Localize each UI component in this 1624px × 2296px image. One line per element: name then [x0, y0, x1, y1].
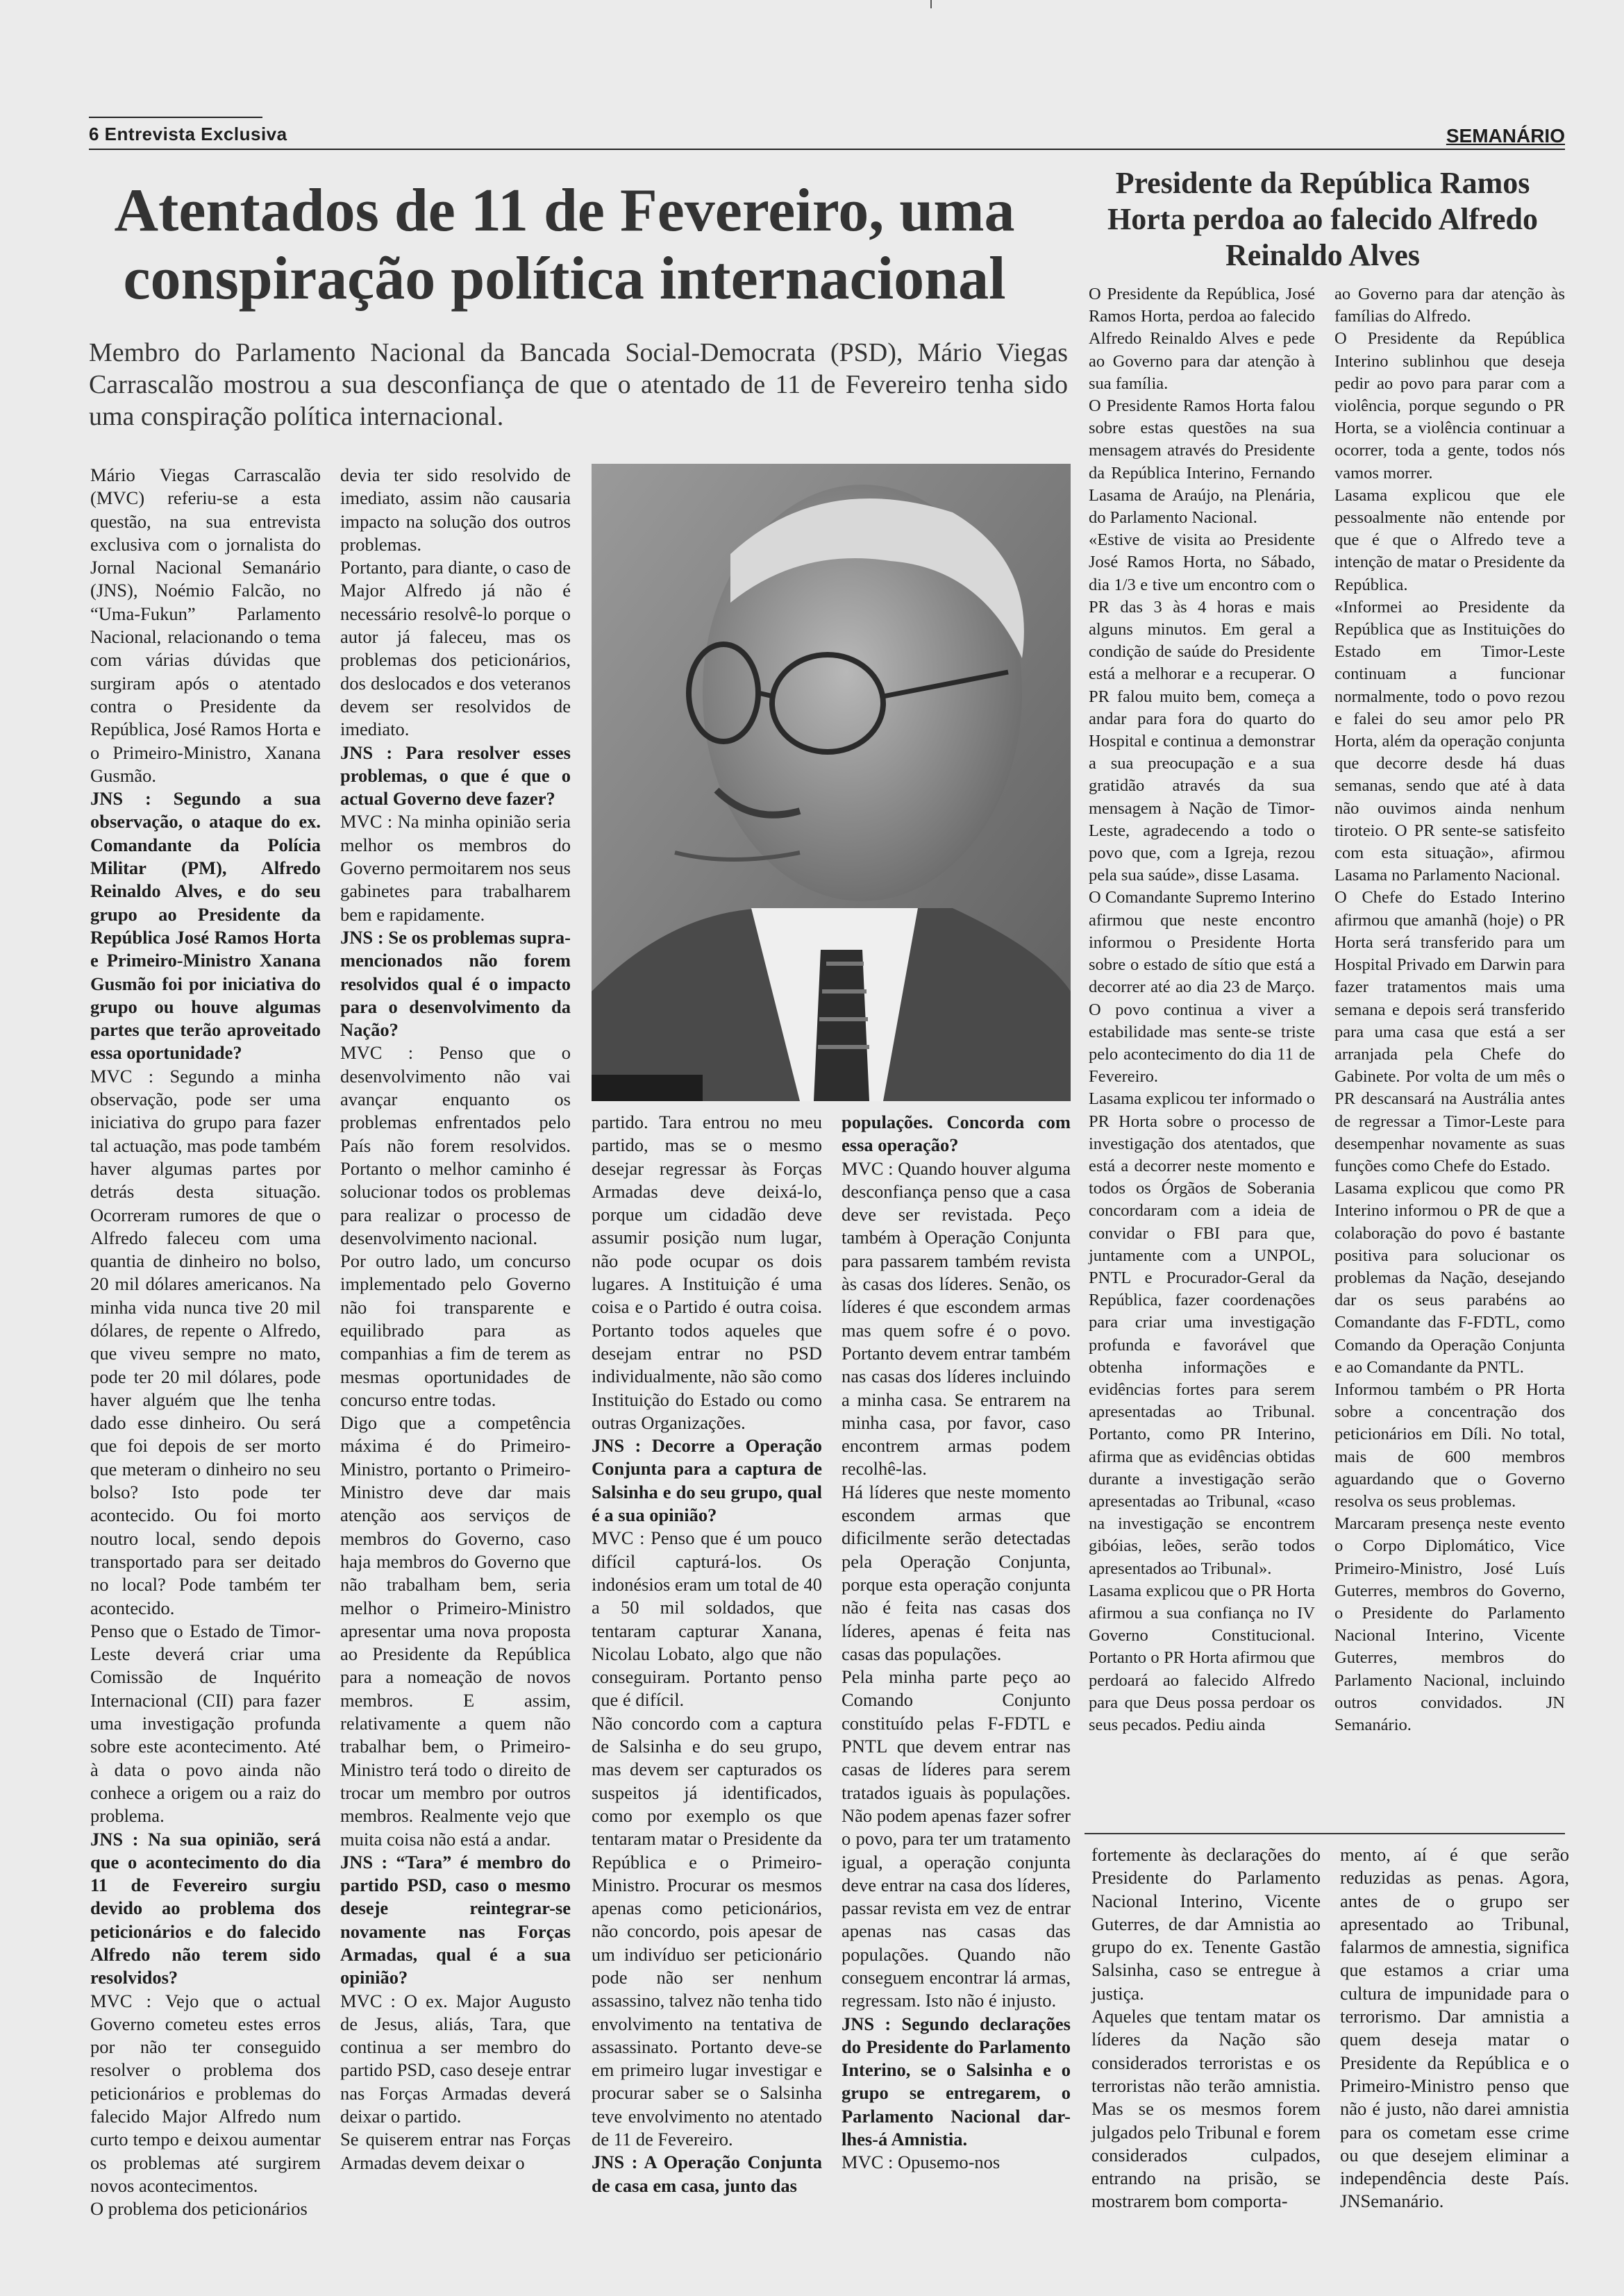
newspaper-name: SEMANÁRIO — [1446, 125, 1565, 146]
question-paragraph: populações. Concorda com essa operação? — [842, 1112, 1071, 1156]
text-paragraph: MVC : Vejo que o actual Governo cometeu estes erros por não ter conseguido resolver o problema dos peticionários e problemas do falecido Major Alfredo num curto tempo e deixou aumentar os problemas até surgirem novos acontecimentos. — [90, 1990, 321, 2196]
article-column-4 — [842, 1111, 1071, 2175]
lede: Membro do Parlamento Nacional da Bancada Social-Democrata (PSD), Mário Viegas Carrascalão mostrou a sua desconfiança de que o atentado de 11 de Fevereiro tenha sido uma conspiração política internacional. — [89, 338, 1068, 431]
text-paragraph: Aqueles que tentam matar os líderes da Nação são considerados terroristas e os terroristas não terão amnistia. Mas se os mesmos forem julgados pelo Tribunal e forem considerados culpados, entrando na prisão, se mostrarem bom comporta- — [1091, 2006, 1321, 2212]
text-paragraph: O Comandante Supremo Interino afirmou que neste encontro informou o Presidente Horta sobre o estado de sítio que está a decorrer até ao dia 23 de Março. O povo continua a viver a estabilidade mas sente-se triste pelo acontecimento do dia 11 de Fevereiro. — [1089, 888, 1315, 1087]
headline: Atentados de 11 de Fevereiro, uma conspiração política internacional — [114, 177, 1015, 312]
question-paragraph: JNS : Na sua opinião, será que o acontecimento do dia 11 de Fevereiro surgiu devido ao problema dos peticionários e do falecido Alfredo não terem sido resolvidos? — [90, 1828, 321, 1988]
text-paragraph: Lasama explicou ter informado o PR Horta sobre o processo de investigação dos atentados, que está a decorrer neste momento e todos os Órgãos de Soberania concordaram com a ideia de convidar o FBI para que, juntamente com a UNPOL, PNTL e Procurador-Geral da República, fazer coordenações para criar uma investigação profunda e favorável que obtenha informações e evidências fortes para serem apresentadas ao Tribunal. Portanto, como PR Interino, afirma que as evidências obtidas durante a investigação serão apresentadas ao Tribunal, «caso na investigação se encontrem gibóias, leões, serão todos apresentados ao Tribunal». — [1089, 1089, 1315, 1578]
text-paragraph: MVC : Penso que é um pouco difícil capturá-los. Os indonésios eram um total de 40 a 50 mil soldados, que tentaram capturar Xanana, Nicolau Lobato, algo que não conseguiram. Portanto penso que é difícil. — [592, 1527, 822, 1711]
text-paragraph: MVC : Opusemo-nos — [842, 2152, 1001, 2173]
text-paragraph: ao Governo para dar atenção às famílias do Alfredo. — [1334, 285, 1565, 326]
continuation-rule — [1085, 1833, 1565, 1834]
text-paragraph: MVC : O ex. Major Augusto de Jesus, aliás, Tara, que continua a ser membro do partido PSD, caso deseje entrar nas Forças Armadas deverá deixar o partido. — [340, 1990, 571, 2127]
interviewee-photo — [592, 464, 1071, 1101]
text-paragraph: Informou também o PR Horta sobre a concentração dos peticionários em Díli. No total, mais de 600 membros aguardando que o Governo resolva os seus problemas. — [1334, 1380, 1565, 1511]
text-paragraph: O Presidente Ramos Horta falou sobre estas questões na sua mensagem através do Presidente da República Interino, Fernando Lasama de Araújo, na Plenária, do Parlamento Nacional. — [1089, 396, 1315, 528]
text-paragraph: MVC : Penso que o desenvolvimento não vai avançar enquanto os problemas enfrentados pelo País não forem resolvidos. Portanto o melhor caminho é solucionar todos os problemas para realizar o processo de desenvolvimento nacional. — [340, 1042, 571, 1248]
text-paragraph: O Chefe do Estado Interino afirmou que amanhã (hoje) o PR Horta será transferido para um Hospital Privado em Darwin para fazer tratamentos mais uma semana e depois será transferido para uma casa que está a ser arranjada pela Chefe do Gabinete. Por volta de um mês o PR descansará na Austrália antes de regressar a Timor-Leste para desempenhar novamente as suas funções como Chefe do Estado. — [1334, 888, 1565, 1175]
question-paragraph: JNS : Para resolver esses problemas, o que é que o actual Governo deve fazer? — [340, 741, 571, 810]
text-paragraph: O problema dos peticionários — [90, 2198, 308, 2220]
question-paragraph: JNS : Decorre a Operação Conjunta para a captura de Salsinha e do seu grupo, qual é a sua opinião? — [592, 1435, 822, 1526]
question-paragraph: JNS : Segundo declarações do Presidente do Parlamento Interino, se o Salsinha e o grupo se entregarem, o Parlamento Nacional dar-lhes-á Amnistia. — [842, 2013, 1071, 2150]
text-paragraph: Penso que o Estado de Timor-Leste deverá criar uma Comissão de Inquérito Internacional (CII) para fazer uma investigação profunda sobre este acontecimento. Até à data o povo ainda não conhece a origem ou a raiz do problema. — [90, 1620, 321, 1827]
question-paragraph: JNS : Se os problemas supra-mencionados não forem resolvidos qual é o impacto para o desenvolvimento da Nação? — [340, 926, 571, 1041]
text-paragraph: Não concordo com a captura de Salsinha e do seu grupo, mas devem ser capturados os suspeitos já identificados, como por exemplo os que tentaram matar o Presidente da República e o Primeiro-Ministro. Procurar os mesmos apenas como peticionários, não concordo, pois apesar de um indivíduo ser peticionário pode não ser nenhum assassino, talvez não tenha tido envolvimento na tentativa de assassinato. Portanto deve-se em primeiro lugar investigar e procurar saber se o Salsinha teve envolvimento no atentado de 11 de Fevereiro. — [592, 1712, 822, 2150]
question-paragraph: JNS : A Operação Conjunta de casa em casa, junto das — [592, 2152, 822, 2196]
continuation-column-1 — [1091, 1843, 1321, 2213]
text-paragraph: Se quiserem entrar nas Forças Armadas devem deixar o — [340, 2129, 571, 2173]
text-paragraph: Digo que a competência máxima é do Primeiro-Ministro, portanto o Primeiro-Ministro deve dar mais atenção aos serviços de membros do Governo, caso haja membros do Governo que não trabalham bem, seria melhor o Primeiro-Ministro apresentar uma nova proposta ao Presidente da República para a nomeação de novos membros. E assim, relativamente a quem não trabalhar bem, o Primeiro-Ministro terá todo o direito de trocar um membro por outros membros. Realmente vejo que muita coisa não está a andar. — [340, 1412, 571, 1850]
text-paragraph: Lasama explicou que como PR Interino informou o PR de que a colaboração do povo é bastante positiva para solucionar os problemas da Nação, desejando dar os seus parabéns ao Comandante das F-FDTL, como Comando da Operação Conjunta e ao Comandante da PNTL. — [1334, 1179, 1565, 1377]
text-paragraph: MVC : Quando houver alguma desconfiança penso que a casa deve ser revistada. Peço também à Operação Conjunta para passarem também revista às casas dos líderes. Senão, os líderes é que escondem armas mas quem sofre é o povo. Portanto devem entrar também nas casas dos líderes incluindo a minha casa. Se entrarem na minha casa, por favor, caso encontrem armas podem recolhê-las. — [842, 1157, 1071, 1480]
text-paragraph: MVC : Na minha opinião seria melhor os membros do Governo permoitarem nos seus gabinetes para trabalharem bem e rapidamente. — [340, 811, 571, 925]
text-paragraph: fortemente às declarações do Presidente do Parlamento Nacional Interino, Vicente Guterres, de dar Amnistia ao grupo do ex. Tenente Gastão Salsinha, caso se entregue à justiça. — [1091, 1844, 1321, 2004]
question-paragraph: JNS : “Tara” é membro do partido PSD, caso o mesmo deseje reintegrar-se novamente nas Forças Armadas, qual é a sua opinião? — [340, 1851, 571, 1988]
text-paragraph: devia ter sido resolvido de imediato, assim não causaria impacto na solução dos outros problemas. — [340, 464, 571, 555]
text-paragraph: Lasama explicou que o PR Horta afirmou a sua confiança no IV Governo Constitucional. Portanto o PR Horta afirmou que perdoará ao falecido Alfredo para que Deus possa perdoar os seus pecados. Pediu ainda — [1089, 1581, 1315, 1734]
text-paragraph: Mário Viegas Carrascalão (MVC) referiu-se a esta questão, na sua entrevista exclusiva com o jornalista do Jornal Nacional Semanário (JNS), Noémio Falcão, no “Uma-Fukun” Parlamento Nacional, relacionando o tema com várias dúvidas que surgiram após o atentado contra o Presidente da República, José Ramos Horta e o Primeiro-Ministro, Xanana Gusmão. — [90, 464, 321, 786]
article-column-2 — [340, 464, 571, 2175]
text-paragraph: mento, aí é que serão reduzidas as penas. Agora, antes de o grupo ser apresentado ao Tribunal, falarmos de amnestia, significa que estamos a criar uma cultura de impunidade para o terrorismo. Dar amnistia a quem deseja matar o Presidente da República e o Primeiro-Ministro penso que não é justo, não darei amnistia para os cometam esse crime ou que desejem eliminar a independência deste País. JNSemanário. — [1340, 1844, 1569, 2212]
text-paragraph: Lasama explicou que ele pessoalmente não entende por que é que o Alfredo teve a intenção de matar o Presidente da República. — [1334, 485, 1565, 594]
text-paragraph: Por outro lado, um concurso implementado pelo Governo não foi transparente e equilibrado para as companhias a fim de terem as mesmas oportunidades de concurso entre todas. — [340, 1250, 571, 1410]
text-paragraph: partido. Tara entrou no meu partido, mas se o mesmo desejar regressar às Forças Armadas deve deixá-lo, porque um cidadão deve assumir posição num lugar, não pode ocupar os dois lugares. A Instituição é uma coisa e o Partido é outra coisa. Portanto todos aqueles que desejam entrar no PSD individualmente, não são como Instituição do Estado ou como outras Organizações. — [592, 1112, 822, 1433]
article-column-3 — [592, 1111, 822, 2197]
sidebar-column-2 — [1334, 283, 1565, 1736]
article-column-1 — [90, 464, 321, 2221]
question-paragraph: JNS : Segundo a sua observação, o ataque do ex. Comandante da Polícia Militar (PM), Alfredo Reinaldo Alves, e do seu grupo ao Presidente da República José Ramos Horta e Primeiro-Ministro Xanana Gusmão foi por iniciativa do grupo ou houve algumas partes que terão aproveitado essa oportunidade? — [90, 788, 321, 1064]
section-rule — [89, 117, 262, 118]
text-paragraph: O Presidente da República, José Ramos Horta, perdoa ao falecido Alfredo Reinaldo Alves e pede ao Governo para dar atenção à sua família. — [1089, 285, 1315, 393]
text-paragraph: MVC : Segundo a minha observação, pode ser uma iniciativa do grupo para fazer tal actuação, mas pode também haver algumas partes por detrás desta situação. Ocorreram rumores de que o Alfredo faleceu com uma quantia de dinheiro no bolso, 20 mil dólares americanos. Na minha vida nunca tive 20 mil dólares, de repente o Alfredo, que viveu sempre no mato, pode ter 20 mil dólares, pode haver alguém que lhe tenha dado esse dinheiro. Ou será que foi depois de ser morto que meteram o dinheiro no seu bolso? Isto pode ter acontecido. Ou foi morto noutro local, sendo depois transportado para ser deitado no local? Pode também ter acontecido. — [90, 1065, 321, 1618]
continuation-column-2 — [1340, 1843, 1569, 2213]
section-label: 6 Entrevista Exclusiva — [89, 124, 287, 144]
text-paragraph: «Estive de visita ao Presidente José Ramos Horta, no Sábado, dia 1/3 e tive um encontro com o PR das 3 às 4 horas e mais alguns minutos. Em geral a condição de saúde do Presidente está a melhorar e a recuperar. O PR falou muito bem, começa a andar para fora do quarto do Hospital e continua a demonstrar a sua preocupação e a sua gratidão através da sua mensagem à Nação de Timor-Leste, agradecendo a todo o povo que, com a Igreja, rezou pela sua saúde», disse Lasama. — [1089, 530, 1315, 885]
text-paragraph: Pela minha parte peço ao Comando Conjunto constituído pelas F-FDTL e PNTL que devem entrar nas casas de líderes para serem tratados iguais às populações. Não podem apenas fazer sofrer o povo, para ter um tratamento igual, a operação conjunta deve entrar na casa dos líderes, passar revista em vez de entrar apenas nas casas das populações. Quando não conseguem encontrar lá armas, regressam. Isto não é injusto. — [842, 1666, 1071, 2011]
text-paragraph: «Informei ao Presidente da República que as Instituições do Estado em Timor-Leste continuam a funcionar normalmente, todo o povo rezou e falei do seu amor pelo PR Horta, além da operação conjunta que decorre desde há duas semanas, sendo que até à data não ouvimos ainda nenhum tiroteio. O PR sente-se satisfeito com esta situação», afirmou Lasama no Parlamento Nacional. — [1334, 597, 1565, 885]
sidebar-title: Presidente da República Ramos Horta perdoa ao falecido Alfredo Reinaldo Alves — [1107, 166, 1538, 272]
header-rule — [89, 149, 1565, 150]
fold-mark — [930, 0, 932, 8]
text-paragraph: O Presidente da República Interino sublinhou que deseja pedir ao povo para parar com a violência, porque segundo o PR Horta, se a violência continuar a ocorrer, toda a gente, todos nós vamos morrer. — [1334, 329, 1565, 483]
text-paragraph: Portanto, para diante, o caso de Major Alfredo já não é necessário resolvê-lo porque o autor já faleceu, mas os problemas dos peticionários, dos deslocados e dos veteranos devem ser resolvidos de imediato. — [340, 557, 571, 740]
text-paragraph: Há líderes que neste momento escondem armas que dificilmente serão detectadas pela Operação Conjunta, porque esta operação conjunta não é feita nas casas dos líderes, apenas é feita nas casas das populações. — [842, 1481, 1071, 1664]
text-paragraph: Marcaram presença neste evento o Corpo Diplomático, Vice Primeiro-Ministro, José Luís Guterres, membros do Governo, o Presidente do Parlamento Nacional Interino, Vicente Guterres, membros do Parlamento Nacional, incluindo outros convidados. JN Semanário. — [1334, 1514, 1565, 1734]
sidebar-column-1 — [1089, 283, 1315, 1736]
